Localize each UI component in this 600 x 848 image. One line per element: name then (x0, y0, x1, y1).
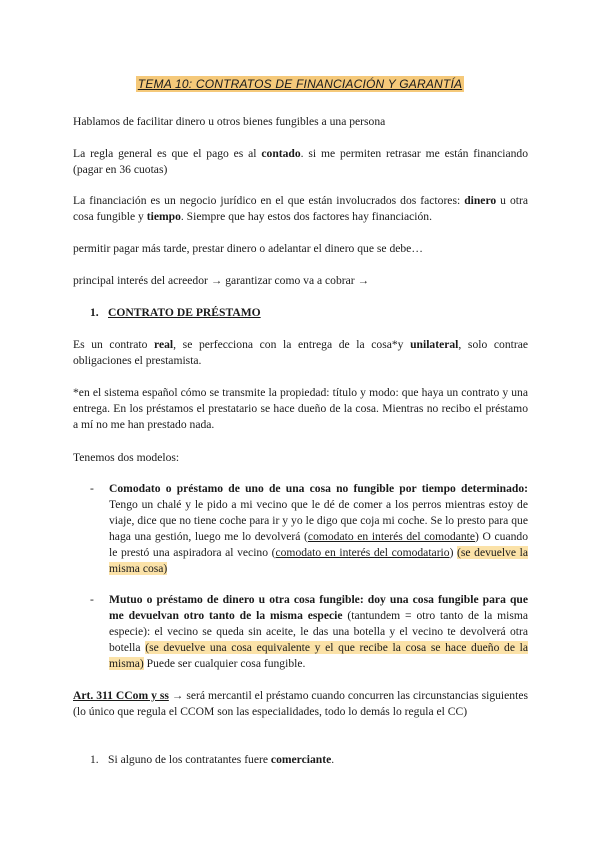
bullet-bold-heading: Mutuo o préstamo de dinero u otra cosa fungible: doy una cosa fungible para que me devuelvan otro tanto de la misma especie (109, 593, 528, 622)
bold-term-tiempo: tiempo (146, 210, 181, 223)
paragraph-text: principal interés del acreedor → garantizar como va a cobrar → (73, 274, 370, 287)
section-number: 1. (90, 306, 99, 319)
text-run: → será mercantil el préstamo cuando concurren las circunstancias siguientes (lo único que regula el CCOM son las especialidades, todo lo demás lo regula el CC) (73, 689, 528, 718)
paragraph-text: permitir pagar más tarde, prestar dinero o adelantar el dinero que se debe… (73, 242, 423, 255)
section-heading (90, 305, 261, 321)
text-run: ) (449, 546, 458, 559)
paragraph-text: Tenemos dos modelos: (73, 451, 180, 464)
title-container (0, 76, 600, 93)
paragraph-footnote (73, 385, 528, 433)
text-run: . Siempre que hay estos dos factores hay financiación. (180, 210, 432, 223)
bold-term-real: real (154, 338, 174, 351)
highlighted-text: (se devuelve una cosa equivalente y el que recibe la cosa se hace dueño de la misma) (109, 641, 528, 670)
text-run: Si alguno de los contratantes fuere (108, 753, 271, 766)
numbered-item (90, 752, 334, 768)
text-run: u otra cosa fungible y (73, 194, 528, 223)
section-label: CONTRATO DE PRÉSTAMO (108, 306, 261, 319)
underlined-term: comodato en interés del comodante (307, 530, 476, 543)
text-run: ) O cuando le prestó una aspiradora al vecino ( (109, 530, 529, 559)
highlighted-text: (se devuelve la misma cosa) (109, 546, 528, 575)
bullet-dash: - (90, 593, 94, 606)
bullet-bold-heading: Comodato o préstamo de uno de una cosa no fungible por tiempo determinado: (109, 482, 528, 495)
text-run: , solo contrae obligaciones el prestamista. (73, 338, 528, 367)
paragraph-intro (73, 114, 528, 130)
article-reference: Art. 311 CCom y ss (73, 689, 169, 702)
paragraph-general-rule (73, 146, 528, 178)
paragraph-models (73, 450, 528, 466)
paragraph-real-contract (73, 337, 528, 369)
paragraph-interest (73, 273, 528, 289)
paragraph-permit (73, 241, 528, 257)
item-number: 1. (90, 753, 99, 766)
paragraph-text: *en el sistema español cómo se transmite la propiedad: título y modo: que haya un contrato y una entrega. En los préstamos el prestatario se hace dueño de la cosa. Mientras no recibo el préstamo a mí no me han prestado nada. (73, 386, 528, 431)
bold-term-contado: contado (261, 147, 301, 160)
list-item-comodato (90, 481, 528, 577)
bold-term-unilateral: unilateral (410, 338, 459, 351)
text-run: , se perfecciona con la entrega de la cosa*y (173, 338, 411, 351)
text-run: . si me permiten retrasar me están financiando (pagar en 36 cuotas) (73, 147, 528, 176)
list-item-mutuo (90, 592, 528, 672)
paragraph-text: Hablamos de facilitar dinero u otros bienes fungibles a una persona (73, 115, 386, 128)
text-run: Tengo un chalé y le pido a mi vecino que le dé de comer a los perros mientras estoy de viaje, dice que no tiene coche para ir y yo le digo que coja mi coche. Se lo presto para que haga una gestión, luego me lo devolverá ( (109, 498, 528, 543)
text-run: (tantundem = otro tanto de la misma especie): el vecino se queda sin aceite, le das una botella y el vecino te devolverá otra botella (109, 609, 528, 654)
bullet-dash: - (90, 482, 94, 495)
text-run: La regla general es que el pago es al (73, 147, 262, 160)
text-run: Es un contrato (73, 338, 155, 351)
bold-term-dinero: dinero (464, 194, 497, 207)
paragraph-financing (73, 193, 528, 225)
text-run: . (331, 753, 335, 766)
underlined-term: comodato en interés del comodatario (275, 546, 450, 559)
document-title: TEMA 10: CONTRATOS DE FINANCIACIÓN Y GARANTÍA (137, 77, 463, 91)
bold-term-comerciante: comerciante (270, 753, 332, 766)
text-run: Puede ser cualquier cosa fungible. (143, 657, 306, 670)
text-run: La financiación es un negocio jurídico en el que están involucrados dos factores: (73, 194, 465, 207)
paragraph-article-311 (73, 688, 528, 720)
